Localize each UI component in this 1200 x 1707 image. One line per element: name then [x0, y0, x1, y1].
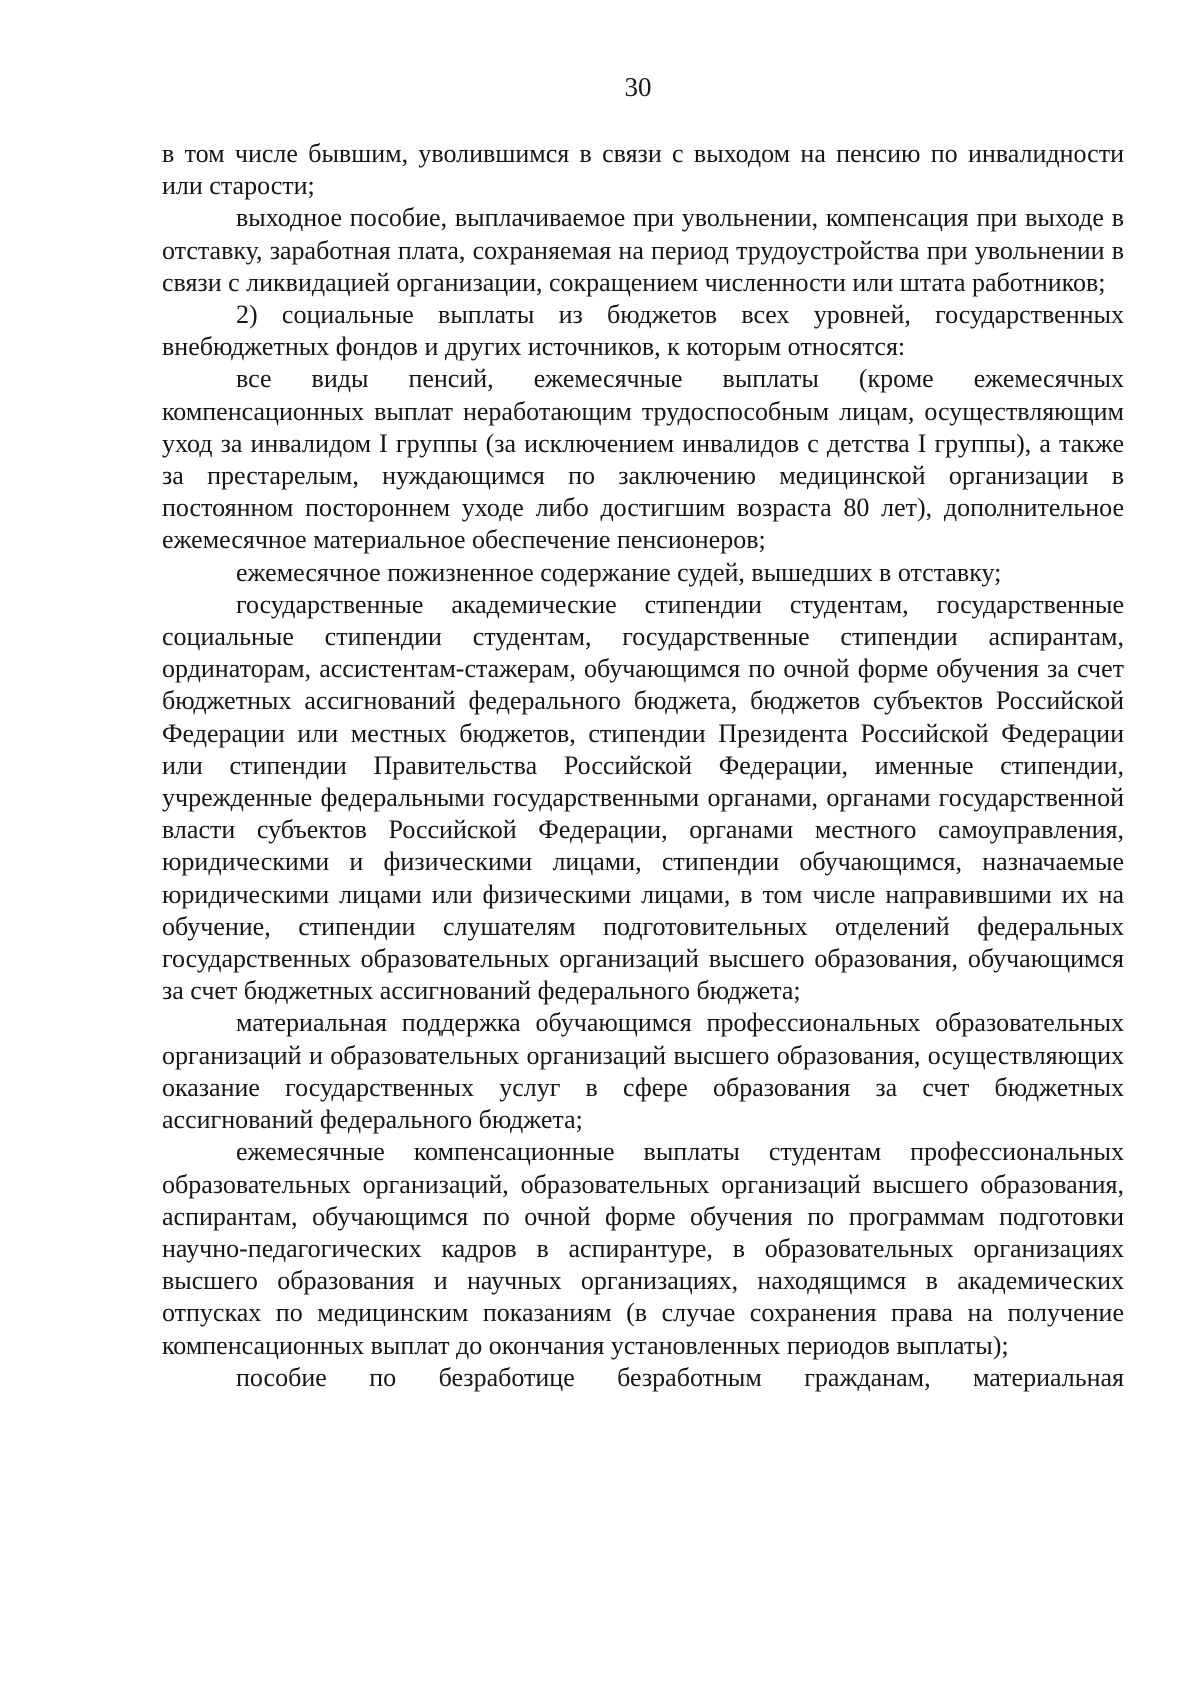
paragraph-3: 2) социальные выплаты из бюджетов всех уровней, государственных внебюджетных фондов и других источников, к которым относятся:	[162, 300, 1124, 362]
paragraph-7: материальная поддержка обучающимся профессиональных образовательных организаций и образовательных организаций высшего образования, осуществляющих оказание государственных услуг в сфере образования за счет бюджетных ассигнований федерального бюджета;	[162, 1008, 1124, 1135]
paragraph-2: выходное пособие, выплачиваемое при увольнении, компенсация при выходе в отставку, заработная плата, сохраняемая на период трудоустройства при увольнении в связи с ликвидацией организации, сокращением численности или штата работников;	[162, 203, 1124, 297]
paragraph-8: ежемесячные компенсационные выплаты студентам профессиональных образовательных организаций, образовательных организаций высшего образования, аспирантам, обучающимся по очной форме обучения по программам подготовки научно-педагогических кадров в аспирантуре, в образовательных организациях высшего образования и научных организациях, находящимся в академических отпусках по медицинским показаниям (в случае сохранения права на получение компенсационных выплат до окончания установленных периодов выплаты);	[162, 1137, 1124, 1360]
document-body	[162, 138, 1124, 1394]
paragraph-4: все виды пенсий, ежемесячные выплаты (кроме ежемесячных компенсационных выплат неработающим трудоспособным лицам, осуществляющим уход за инвалидом I группы (за исключением инвалидов с детства I группы), а также за престарелым, нуждающимся по заключению медицинской организации в постоянном постороннем уходе либо достигшим возраста 80 лет), дополнительное ежемесячное материальное обеспечение пенсионеров;	[162, 364, 1124, 555]
paragraph-9: пособие по безработице безработным гражданам, материальная	[236, 1362, 1124, 1392]
paragraph-5: ежемесячное пожизненное содержание судей, вышедших в отставку;	[236, 557, 1002, 587]
paragraph-6: государственные академические стипендии студентам, государственные социальные стипендии студентам, государственные стипендии аспирантам, ординаторам, ассистентам-стажерам, обучающимся по очной форме обучения за счет бюджетных ассигнований федерального бюджета, бюджетов субъектов Российской Федерации или местных бюджетов, стипендии Президента Российской Федерации или стипендии Правительства Российской Федерации, именные стипендии, учрежденные федеральными государственными органами, органами государственной власти субъектов Российской Федерации, органами местного самоуправления, юридическими и физическими лицами, стипендии обучающимся, назначаемые юридическими лицами или физическими лицами, в том числе направившими их на обучение, стипендии слушателям подготовительных отделений федеральных государственных образовательных организаций высшего образования, обучающимся за счет бюджетных ассигнований федерального бюджета;	[162, 589, 1124, 1006]
page-number: 30	[624, 72, 652, 102]
paragraph-1: в том числе бывшим, уволившимся в связи с выходом на пенсию по инвалидности или старости;	[162, 139, 1124, 201]
